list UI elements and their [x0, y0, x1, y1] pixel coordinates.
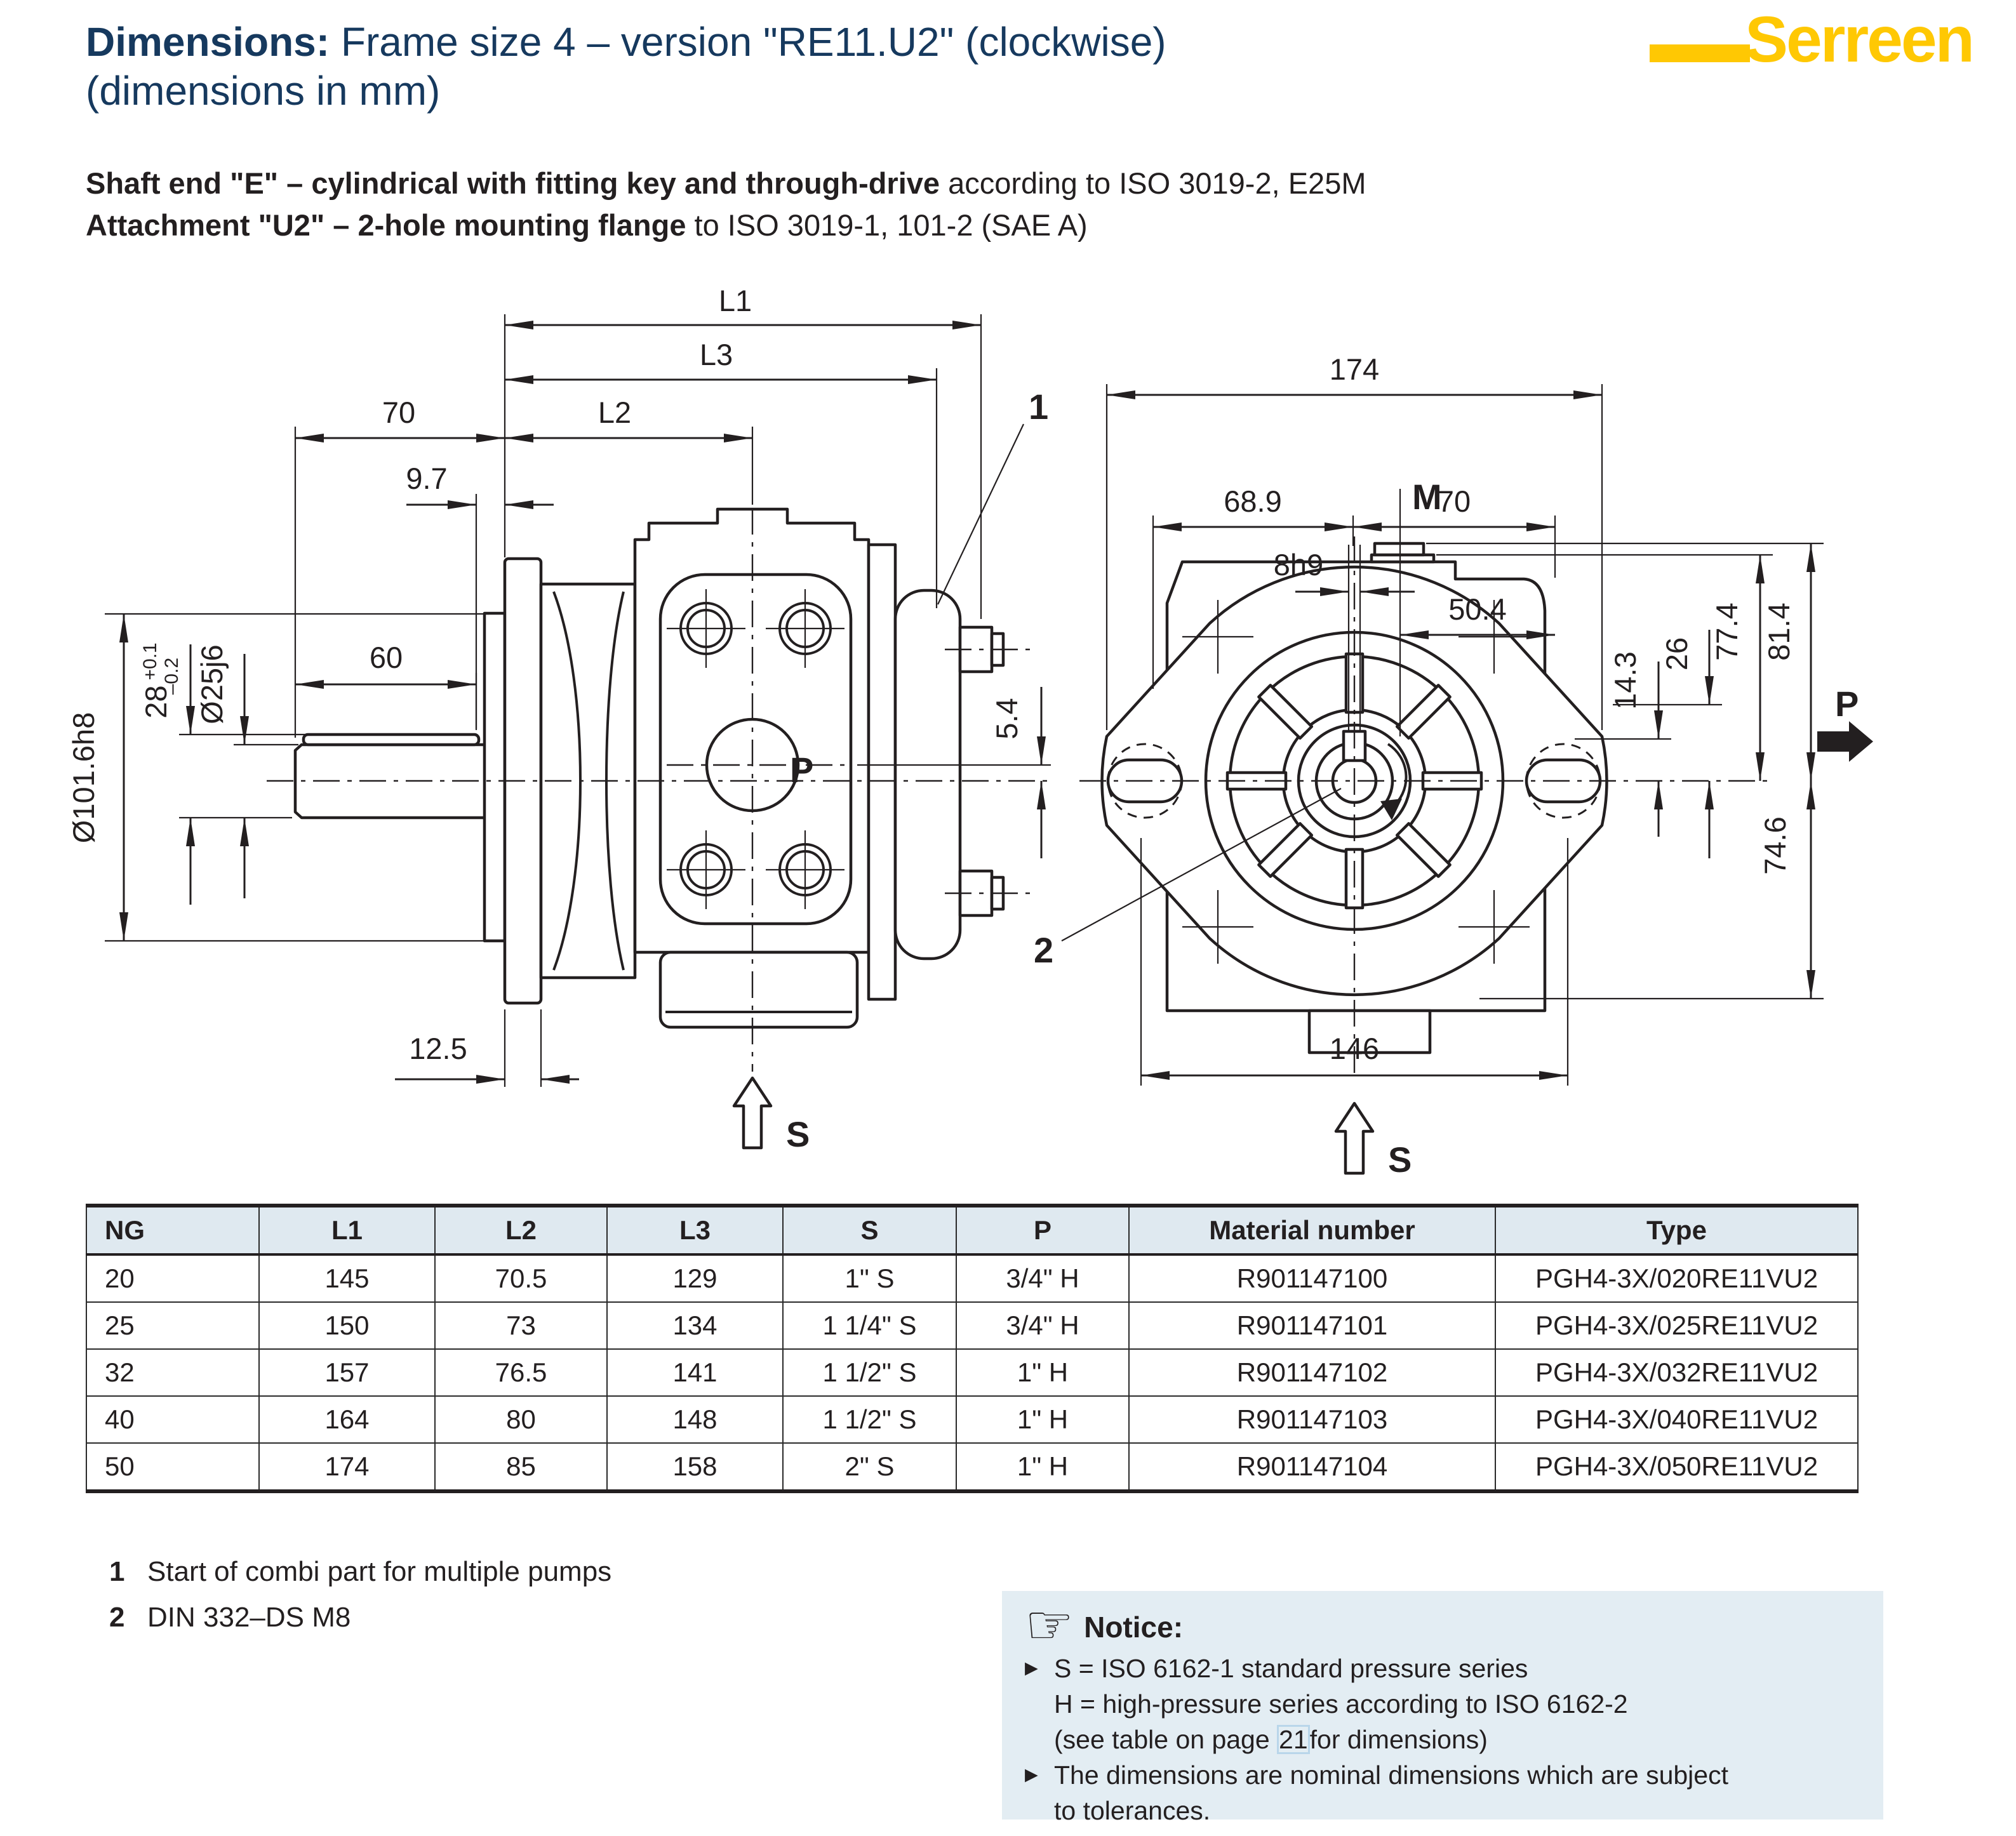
table-row: [86, 1254, 1858, 1302]
notice-line: The dimensions are nominal dimensions which are subject: [1054, 1760, 1728, 1790]
table-cell: PGH4-3X/025RE11VU2: [1495, 1302, 1858, 1349]
dim-174: 174: [1329, 352, 1380, 386]
suction-s-label: S: [786, 1114, 810, 1154]
col-header-material: Material number: [1129, 1206, 1495, 1254]
subtitle2-bold: Attachment "U2" – 2-hole mounting flange: [86, 208, 686, 242]
table-cell: 164: [259, 1396, 435, 1443]
table-cell: 158: [607, 1443, 783, 1491]
dim-70: 70: [382, 396, 416, 429]
table-cell: 76.5: [435, 1349, 607, 1396]
notice-item-continuation: [1025, 1722, 1860, 1757]
pressure-p-label: P: [1835, 684, 1859, 724]
subtitle2-rest: to ISO 3019-1, 101-2 (SAE A): [686, 208, 1088, 242]
side-view: [67, 284, 1054, 1154]
dim-9-7: 9.7: [406, 462, 448, 495]
page-title-line2: (dimensions in mm): [86, 68, 441, 114]
table-cell: 3/4" H: [956, 1302, 1129, 1349]
table-row: [86, 1302, 1858, 1349]
table-cell: 134: [607, 1302, 783, 1349]
dim-L2: L2: [597, 396, 632, 429]
bullet-spacer: [1025, 1793, 1054, 1828]
table-cell: 150: [259, 1302, 435, 1349]
table-cell: 174: [259, 1443, 435, 1491]
footnote-1-number: 1: [109, 1556, 125, 1587]
pilot-boss: [484, 613, 505, 941]
page-title-bold: Dimensions:: [86, 19, 330, 65]
table-cell: 40: [86, 1396, 259, 1443]
table-cell: R901147104: [1129, 1443, 1495, 1491]
subtitle1-bold: Shaft end "E" – cylindrical with fitting key and through-drive: [86, 166, 940, 200]
dim-77-4: 77.4: [1710, 602, 1744, 661]
bullet-spacer: [1025, 1722, 1054, 1757]
dimension-table: [86, 1204, 1859, 1493]
table-row: [86, 1396, 1858, 1443]
notice-title: Notice:: [1084, 1611, 1184, 1644]
suction-direction-icon: [734, 1078, 771, 1148]
dim-14-3: 14.3: [1608, 651, 1642, 710]
dim-68-9: 68.9: [1224, 484, 1282, 518]
col-header-l2: L2: [435, 1206, 607, 1254]
table-cell: PGH4-3X/032RE11VU2: [1495, 1349, 1858, 1396]
dim-L1: L1: [718, 284, 752, 317]
subtitle1-rest: according to ISO 3019-2, E25M: [940, 166, 1366, 200]
dim-26: 26: [1660, 637, 1693, 671]
table-cell: 1 1/4" S: [783, 1302, 956, 1349]
page-title-rest: Frame size 4 – version "RE11.U2" (clockwise): [330, 19, 1166, 65]
notice-box: [1002, 1591, 1883, 1825]
table-cell: 1 1/2" S: [783, 1349, 956, 1396]
table-cell: 25: [86, 1302, 259, 1349]
table-cell: 3/4" H: [956, 1254, 1129, 1302]
table-header-row: [86, 1206, 1858, 1254]
col-header-l3: L3: [607, 1206, 783, 1254]
notice-line-pre: (see table on page: [1054, 1725, 1278, 1754]
front-view: [1034, 352, 1873, 1180]
col-header-l1: L1: [259, 1206, 435, 1254]
table-cell: 1" H: [956, 1443, 1129, 1491]
table-cell: 20: [86, 1254, 259, 1302]
suction-direction-icon: [1336, 1103, 1373, 1173]
table-cell: 1" H: [956, 1349, 1129, 1396]
pointing-hand-icon: ☞: [1025, 1595, 1074, 1656]
footnote-2: [109, 1595, 611, 1640]
notice-item-continuation: [1025, 1793, 1860, 1828]
table-cell: 80: [435, 1396, 607, 1443]
gauge-boss-top: [1375, 543, 1424, 555]
dim-70b: 70: [1437, 484, 1471, 518]
footnote-1: [109, 1549, 611, 1595]
dim-5-4: 5.4: [990, 698, 1024, 740]
dim-101-6: Ø101.6h8: [67, 712, 100, 844]
shaft-key: [304, 735, 479, 745]
table-cell: 32: [86, 1349, 259, 1396]
col-header-type: Type: [1495, 1206, 1858, 1254]
footnotes: [109, 1549, 611, 1640]
notice-line: [1054, 1722, 1488, 1757]
footnote-1-text: Start of combi part for multiple pumps: [147, 1556, 612, 1587]
table-row: [86, 1349, 1858, 1396]
notice-item-continuation: [1025, 1686, 1860, 1722]
bullet-icon: ▶: [1025, 1765, 1038, 1784]
dim-8h9: 8h9: [1273, 548, 1324, 582]
notice-item: [1025, 1651, 1860, 1686]
rear-plate: [869, 545, 895, 999]
table-cell: PGH4-3X/040RE11VU2: [1495, 1396, 1858, 1443]
table-cell: 85: [435, 1443, 607, 1491]
dim-25j6: Ø25j6: [195, 644, 229, 724]
notice-line-post: for dimensions): [1309, 1725, 1488, 1754]
table-cell: 145: [259, 1254, 435, 1302]
dim-60: 60: [369, 641, 403, 674]
dim-L3: L3: [699, 338, 733, 371]
table-cell: R901147103: [1129, 1396, 1495, 1443]
table-cell: 2" S: [783, 1443, 956, 1491]
table-cell: 50: [86, 1443, 259, 1491]
bullet-spacer: [1025, 1686, 1054, 1722]
dim-74-6: 74.6: [1758, 816, 1792, 875]
table-cell: 1" H: [956, 1396, 1129, 1443]
table-cell: 141: [607, 1349, 783, 1396]
notice-line: to tolerances.: [1054, 1796, 1211, 1825]
notice-line: S = ISO 6162-1 standard pressure series: [1054, 1654, 1528, 1683]
table-cell: R901147101: [1129, 1302, 1495, 1349]
table-cell: 1 1/2" S: [783, 1396, 956, 1443]
table-cell: 73: [435, 1302, 607, 1349]
suction-s-label: S: [1388, 1140, 1412, 1180]
bullet-icon: ▶: [1025, 1658, 1038, 1677]
notice-line: H = high-pressure series according to ISO 6162-2: [1054, 1689, 1628, 1719]
col-header-p: P: [956, 1206, 1129, 1254]
through-drive-housing: [895, 590, 960, 959]
notice-title-row: [1025, 1595, 1860, 1656]
logo-wordmark: Serreen: [1745, 3, 1973, 76]
table-cell: 129: [607, 1254, 783, 1302]
table-cell: R901147102: [1129, 1349, 1495, 1396]
col-header-ng: NG: [86, 1206, 259, 1254]
footnote-2-number: 2: [109, 1602, 125, 1633]
dim-28: $28^{+0.1}-0.2$: [139, 642, 182, 719]
suction-flange: [660, 952, 857, 1027]
callout-2: 2: [1034, 930, 1054, 970]
footnote-2-text: DIN 332–DS M8: [147, 1602, 351, 1633]
dim-81-4: 81.4: [1762, 602, 1796, 661]
dim-146: 146: [1329, 1032, 1380, 1065]
table-cell: 157: [259, 1349, 435, 1396]
table-cell: 1" S: [783, 1254, 956, 1302]
pressure-direction-icon: [1817, 721, 1873, 762]
port-p-label: P: [790, 750, 814, 790]
callout-1: 1: [1029, 387, 1049, 427]
table-cell: R901147100: [1129, 1254, 1495, 1302]
table-cell: 70.5: [435, 1254, 607, 1302]
table-cell: 148: [607, 1396, 783, 1443]
notice-item: [1025, 1757, 1860, 1793]
gauge-port-m-label: M: [1412, 477, 1442, 517]
table-cell: PGH4-3X/020RE11VU2: [1495, 1254, 1858, 1302]
page-21-link[interactable]: 21: [1277, 1725, 1310, 1754]
col-header-s: S: [783, 1206, 956, 1254]
dim-12-5: 12.5: [409, 1032, 467, 1065]
dim-50-4: 50.4: [1448, 592, 1507, 626]
table-row: [86, 1443, 1858, 1491]
table-cell: PGH4-3X/050RE11VU2: [1495, 1443, 1858, 1491]
